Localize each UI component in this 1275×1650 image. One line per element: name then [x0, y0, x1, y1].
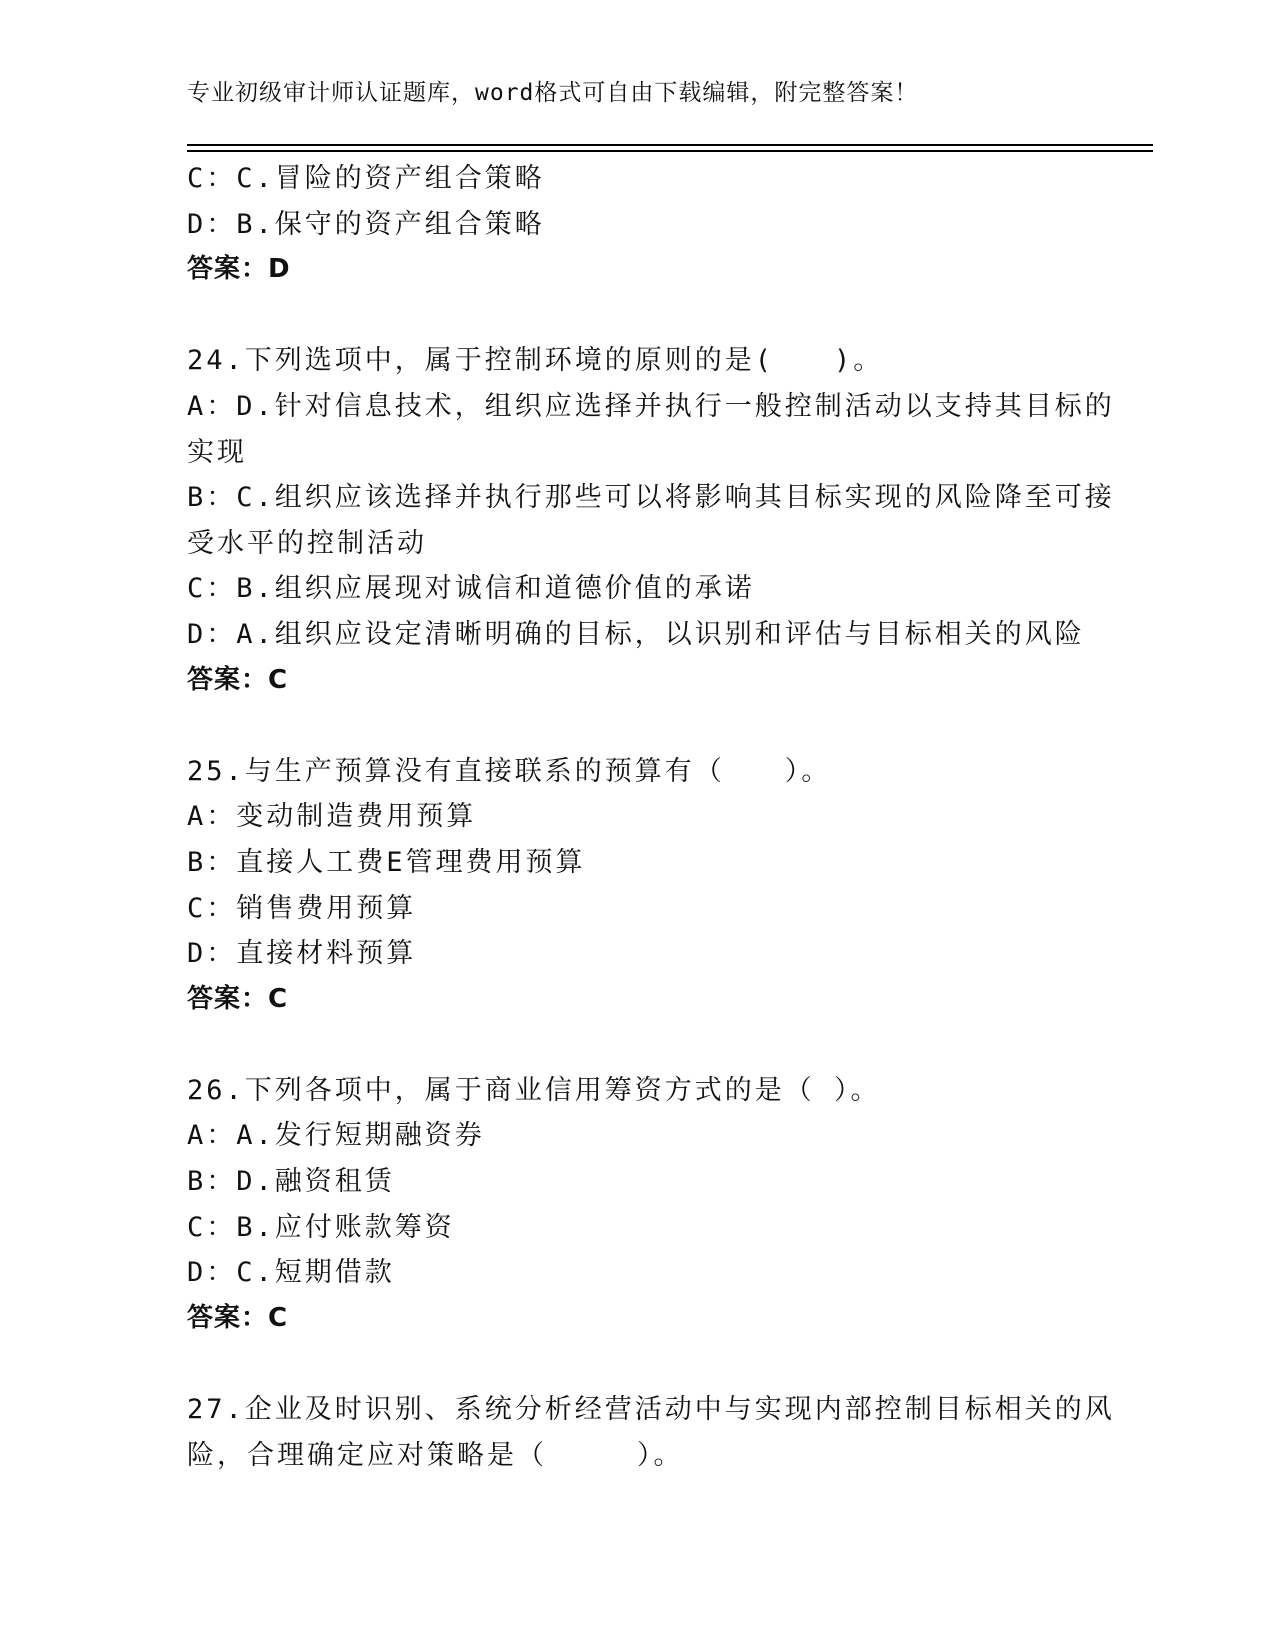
option-line: C：销售费用预算 — [187, 892, 417, 924]
option-line: D：直接材料预算 — [187, 938, 417, 970]
option-line: C：C.冒险的资产组合策略 — [187, 163, 545, 194]
question-stem: 25.与生产预算没有直接联系的预算有（ ）。 — [187, 755, 832, 787]
question-stem: 27.企业及时识别、系统分析经营活动中与实现内部控制目标相关的风 — [187, 1394, 1115, 1426]
answer-line: 答案：C — [187, 1302, 289, 1333]
option-line: B：C.组织应该选择并执行那些可以将影响其目标实现的风险降至可接 — [187, 482, 1115, 514]
option-line: 受水平的控制活动 — [187, 527, 427, 559]
option-line: A：A.发行短期融资券 — [187, 1120, 485, 1152]
option-line: D：C.短期借款 — [187, 1257, 395, 1289]
option-line: C：B.应付账款筹资 — [187, 1211, 455, 1243]
question-stem: 24.下列选项中，属于控制环境的原则的是( )。 — [187, 345, 884, 377]
option-line: C：B.组织应展现对诚信和道德价值的承诺 — [187, 573, 755, 605]
answer-line: 答案：C — [187, 983, 289, 1014]
question-stem: 26.下列各项中，属于商业信用筹资方式的是（ ）。 — [187, 1074, 881, 1106]
option-line: A：变动制造费用预算 — [187, 801, 477, 833]
header-rule-bottom — [187, 150, 1153, 152]
option-line: B：直接人工费E管理费用预算 — [187, 846, 586, 878]
option-line: 实现 — [187, 436, 247, 468]
answer-line: 答案：C — [187, 664, 289, 695]
option-line: B：D.融资租赁 — [187, 1166, 395, 1198]
answer-line: 答案：D — [187, 254, 291, 285]
question-stem: 险，合理确定应对策略是（ ）。 — [187, 1439, 684, 1471]
option-line: A：D.针对信息技术，组织应选择并执行一般控制活动以支持其目标的 — [187, 390, 1115, 422]
header-rule-top — [187, 144, 1153, 146]
option-line: D：A.组织应设定清晰明确的目标，以识别和评估与目标相关的风险 — [187, 618, 1085, 650]
page-header: 专业初级审计师认证题库，word格式可自由下载编辑，附完整答案！ — [187, 80, 919, 106]
option-line: D：B.保守的资产组合策略 — [187, 208, 545, 240]
question-content — [187, 156, 1115, 1478]
